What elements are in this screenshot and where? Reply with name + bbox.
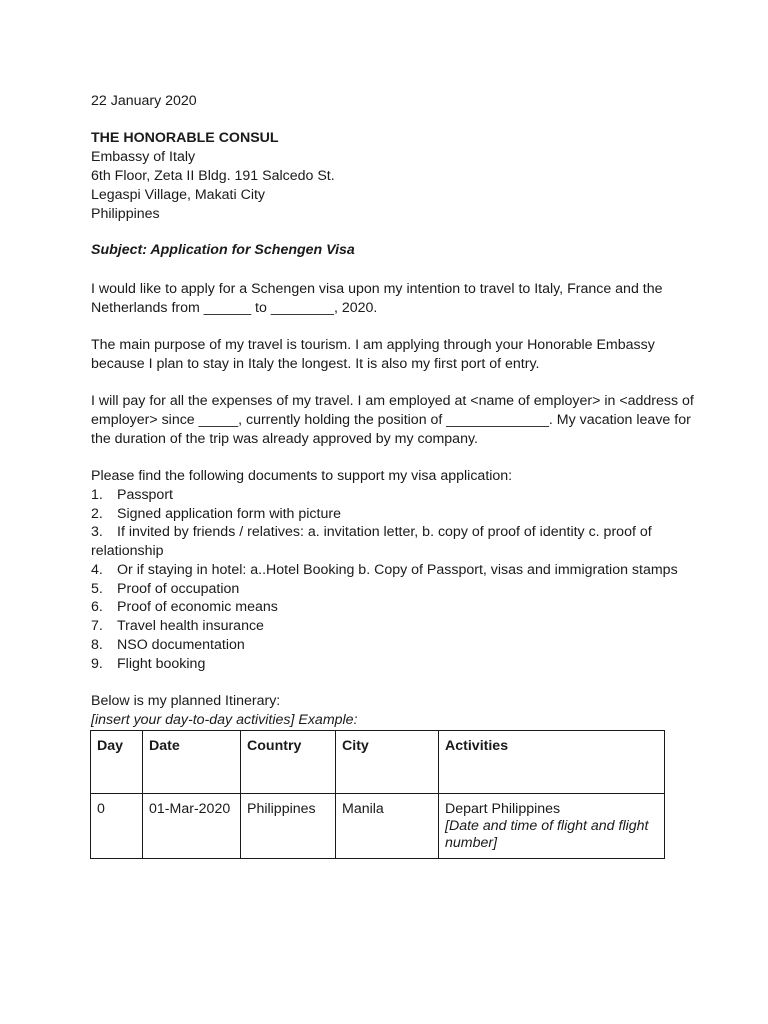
list-number: 3. — [91, 524, 103, 540]
list-text: Or if staying in hotel: a..Hotel Booking b. Copy of Passport, visas and immigration stamps — [117, 562, 678, 578]
list-item — [91, 523, 652, 541]
list-item — [91, 505, 341, 523]
itinerary-note: [insert your day-to-day activities] Example: — [91, 712, 358, 728]
column-header-date: Date — [143, 731, 241, 794]
paragraph-line: I will pay for all the expenses of my travel. I am employed at <name of employer> in <address of — [91, 393, 694, 409]
itinerary-table — [90, 730, 665, 859]
address-line: Philippines — [91, 206, 160, 222]
subject-line: Subject: Application for Schengen Visa — [91, 242, 355, 258]
paragraph-line: employer> since _____, currently holding the position of _____________. My vacation leave for — [91, 412, 691, 428]
list-item — [91, 636, 245, 654]
cell-city: Manila — [336, 794, 439, 859]
paragraph-line: The main purpose of my travel is tourism. I am applying through your Honorable Embassy — [91, 337, 655, 353]
list-text: NSO documentation — [117, 637, 245, 653]
cell-activities — [439, 794, 665, 859]
list-text: Proof of occupation — [117, 581, 240, 597]
address-line: 6th Floor, Zeta II Bldg. 191 Salcedo St. — [91, 168, 335, 184]
list-number: 9. — [91, 656, 103, 672]
list-item-continuation: relationship — [91, 543, 164, 559]
list-text: Travel health insurance — [117, 618, 264, 634]
column-header-country: Country — [241, 731, 336, 794]
address-line: Embassy of Italy — [91, 149, 196, 165]
list-text: If invited by friends / relatives: a. invitation letter, b. copy of proof of identity c. proof of — [117, 524, 652, 540]
activity-text: Depart Philippines — [445, 801, 561, 817]
address-line: Legaspi Village, Makati City — [91, 187, 266, 203]
list-item — [91, 486, 173, 504]
list-item — [91, 617, 264, 635]
documents-intro: Please find the following documents to support my visa application: — [91, 468, 513, 484]
list-text: Signed application form with picture — [117, 506, 341, 522]
list-item — [91, 655, 205, 673]
list-number: 1. — [91, 487, 103, 503]
recipient-title: THE HONORABLE CONSUL — [91, 130, 279, 146]
list-number: 4. — [91, 562, 103, 578]
list-number: 6. — [91, 599, 103, 615]
column-header-city: City — [336, 731, 439, 794]
column-header-day: Day — [91, 731, 143, 794]
list-number: 5. — [91, 581, 103, 597]
paragraph-line: the duration of the trip was already approved by my company. — [91, 431, 478, 447]
letter-date: 22 January 2020 — [91, 93, 197, 109]
activity-note: [Date and time of flight and flight number] — [445, 818, 649, 851]
list-text: Proof of economic means — [117, 599, 278, 615]
paragraph-line: I would like to apply for a Schengen visa upon my intention to travel to Italy, France and the — [91, 281, 663, 297]
itinerary-intro: Below is my planned Itinerary: — [91, 693, 281, 709]
paragraph-line: Netherlands from ______ to ________, 2020. — [91, 300, 378, 316]
column-header-activities: Activities — [439, 731, 665, 794]
list-number: 8. — [91, 637, 103, 653]
list-number: 2. — [91, 506, 103, 522]
list-text: Passport — [117, 487, 173, 503]
cell-country: Philippines — [241, 794, 336, 859]
list-item — [91, 598, 278, 616]
cell-day: 0 — [91, 794, 143, 859]
list-item — [91, 561, 678, 579]
list-text: Flight booking — [117, 656, 206, 672]
table-header-row — [91, 731, 665, 794]
list-item — [91, 580, 239, 598]
paragraph-line: because I plan to stay in Italy the longest. It is also my first port of entry. — [91, 356, 540, 372]
table-row — [91, 794, 665, 859]
list-number: 7. — [91, 618, 103, 634]
cell-date: 01-Mar-2020 — [143, 794, 241, 859]
